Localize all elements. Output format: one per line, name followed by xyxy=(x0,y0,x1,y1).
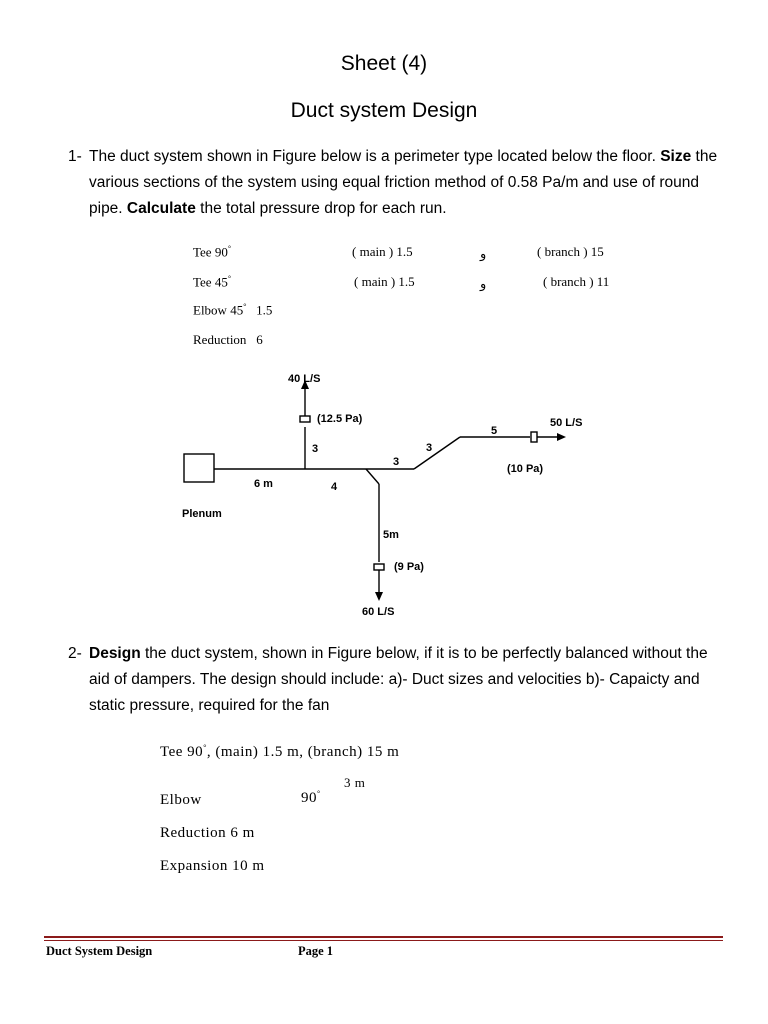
flow-top: 40 L/S xyxy=(288,373,321,385)
pressure-right: (10 Pa) xyxy=(507,463,544,475)
elbow-value: 3 m xyxy=(344,775,366,790)
keyword-size: Size xyxy=(660,148,692,165)
seg-6m: 6 m xyxy=(254,478,273,490)
tee90-mark: و xyxy=(480,246,487,261)
elbow-angle: 90° xyxy=(301,789,321,806)
down-branch-angle xyxy=(366,469,379,484)
seg-right: 5 xyxy=(491,425,498,437)
tee45-mark: و xyxy=(480,276,487,291)
pressure-bottom: (9 Pa) xyxy=(394,561,424,573)
top-register xyxy=(300,416,310,422)
elbow45-label: Elbow 45° 1.5 xyxy=(193,302,273,318)
bottom-register xyxy=(374,564,384,570)
question-1-number: 1- xyxy=(68,148,82,165)
flow-right: 50 L/S xyxy=(550,417,583,429)
angled-duct xyxy=(414,437,460,469)
flow-bottom: 60 L/S xyxy=(362,606,395,618)
arrow-down-icon xyxy=(375,592,383,601)
seg-4: 4 xyxy=(331,481,338,493)
reduction-line: Reduction 6 m xyxy=(160,825,255,841)
footer-rule-thick xyxy=(44,936,723,938)
keyword-design: Design xyxy=(89,645,141,662)
reduction-label: Reduction 6 xyxy=(193,332,263,347)
tee90-label: Tee 90° xyxy=(193,244,232,260)
footer-title: Duct System Design xyxy=(46,944,153,958)
tee45-label: Tee 45° xyxy=(193,274,232,290)
seg-mid-1: 3 xyxy=(393,456,400,468)
keyword-calculate: Calculate xyxy=(126,200,196,217)
tee90-main: ( main ) 1.5 xyxy=(352,244,413,259)
question-1 xyxy=(68,144,728,226)
document-title: Duct system Design xyxy=(290,99,478,122)
duct-diagram xyxy=(170,360,620,622)
plenum-box xyxy=(184,454,214,482)
tee90-branch: ( branch ) 15 xyxy=(537,244,604,259)
footer-rule-thin xyxy=(44,940,723,941)
expansion-line: Expansion 10 m xyxy=(160,858,265,874)
tee45-main: ( main ) 1.5 xyxy=(354,274,415,289)
seg-mid-2: 3 xyxy=(426,442,433,454)
seg-top-branch: 3 xyxy=(312,443,319,455)
elbow-label: Elbow xyxy=(160,792,202,808)
question-2-text: Design the duct system, shown in Figure below, if it is to be perfectly balanced without the aid of dampers. The design should include: a)- Duct sizes and velocities b)- Capaicty and static pressure, required for the fan xyxy=(89,645,708,714)
tee90-line: Tee 90°, (main) 1.5 m, (branch) 15 m xyxy=(160,743,400,760)
pressure-top: (12.5 Pa) xyxy=(317,413,363,425)
sheet-title: Sheet (4) xyxy=(340,52,428,75)
plenum-label: Plenum xyxy=(182,508,222,520)
page-number: Page 1 xyxy=(298,944,334,958)
tee45-branch: ( branch ) 11 xyxy=(543,274,610,289)
question-2 xyxy=(68,641,728,723)
question-2-number: 2- xyxy=(68,645,82,662)
arrow-right-icon xyxy=(557,433,566,441)
right-register xyxy=(531,432,537,442)
seg-5m: 5m xyxy=(383,529,399,541)
question-1-text: The duct system shown in Figure below is a perimeter type located below the floor. Size the various sections of the system using equal friction method of 0.58 Pa/m and use of round pipe. Calculate the total pressure drop for each run. xyxy=(89,148,718,217)
